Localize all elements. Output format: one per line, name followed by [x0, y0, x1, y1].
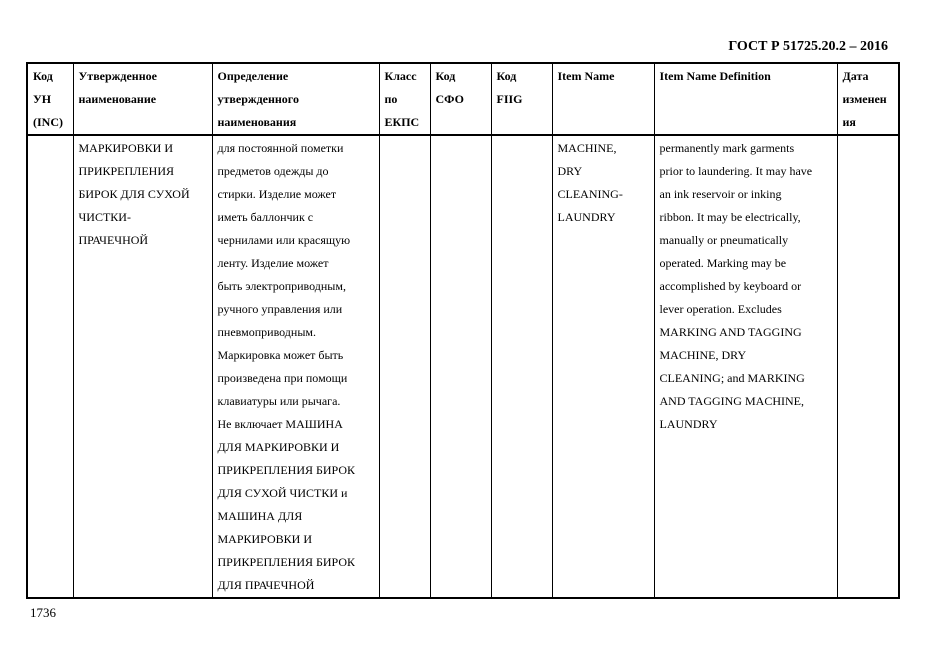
cell-line: ribbon. It may be electrically,	[659, 210, 801, 224]
cell-line: ЕКПС	[384, 115, 420, 129]
cell-line: DRY	[557, 164, 583, 178]
cell-item-name	[552, 135, 654, 598]
cell-line: permanently mark garments	[659, 141, 795, 155]
header-item-name-definition	[654, 63, 837, 135]
cell-line: для постоянной пометки	[217, 141, 344, 155]
cell-item-name-definition	[654, 135, 837, 598]
cell-line: Класс	[384, 69, 417, 83]
cell-line: Код	[33, 69, 53, 83]
cell-line: ДЛЯ МАРКИРОВКИ И	[217, 440, 340, 454]
cell-line: Не включает МАШИНА	[217, 417, 343, 431]
cell-ekps-class	[379, 135, 430, 598]
cell-line: Утвержденное	[78, 69, 157, 83]
cell-line: стирки. Изделие может	[217, 187, 337, 201]
cell-line: МАРКИРОВКИ И	[78, 141, 174, 155]
document-standard-header: ГОСТ Р 51725.20.2 – 2016	[728, 39, 888, 54]
cell-line: иметь баллончик с	[217, 210, 314, 224]
cell-change-date	[837, 135, 899, 598]
cell-line: MARKING AND TAGGING	[659, 325, 802, 339]
header-item-name	[552, 63, 654, 135]
cell-line: (INC)	[33, 115, 63, 129]
cell-line: Код	[435, 69, 456, 83]
cell-line: утвержденного	[217, 92, 299, 106]
cell-line: Дата	[842, 69, 869, 83]
cell-line: ленту. Изделие может	[217, 256, 329, 270]
nomenclature-table	[26, 62, 900, 599]
cell-line: lever operation. Excludes	[659, 302, 782, 316]
cell-line: пневмоприводным.	[217, 325, 316, 339]
cell-line: CLEANING-	[557, 187, 623, 201]
cell-line: operated. Marking may be	[659, 256, 787, 270]
cell-line: LAUNDRY	[557, 210, 616, 224]
cell-line: СФО	[435, 92, 464, 106]
cell-line: prior to laundering. It may have	[659, 164, 813, 178]
cell-line: МАШИНА ДЛЯ	[217, 509, 303, 523]
cell-line: MACHINE,	[557, 141, 617, 155]
cell-line: an ink reservoir or inking	[659, 187, 782, 201]
header-approved-name	[73, 63, 212, 135]
table-header-row	[27, 63, 899, 135]
header-ekps-class	[379, 63, 430, 135]
cell-line: клавиатуры или рычага.	[217, 394, 341, 408]
cell-line: MACHINE, DRY	[659, 348, 747, 362]
header-definition	[212, 63, 379, 135]
cell-line: ПРИКРЕПЛЕНИЯ БИРОК	[217, 555, 356, 569]
cell-line: МАРКИРОВКИ И	[217, 532, 313, 546]
table-row	[27, 135, 899, 598]
cell-line: Item Name	[557, 69, 615, 83]
cell-line: accomplished by keyboard or	[659, 279, 802, 293]
cell-approved-name	[73, 135, 212, 598]
cell-line: ия	[842, 115, 856, 129]
cell-line: БИРОК ДЛЯ СУХОЙ	[78, 187, 190, 201]
cell-line: Код	[496, 69, 517, 83]
header-inc	[27, 63, 73, 135]
cell-line: наименования	[217, 115, 297, 129]
cell-line: ДЛЯ ПРАЧЕЧНОЙ	[217, 578, 315, 592]
cell-line: CLEANING; and MARKING	[659, 371, 805, 385]
cell-line: ДЛЯ СУХОЙ ЧИСТКИ и	[217, 486, 348, 500]
cell-definition	[212, 135, 379, 598]
header-sfo-code	[430, 63, 491, 135]
cell-line: Определение	[217, 69, 289, 83]
cell-sfo-code	[430, 135, 491, 598]
cell-line: УН	[33, 92, 52, 106]
cell-line: по	[384, 92, 398, 106]
cell-line: изменен	[842, 92, 887, 106]
cell-line: ЧИСТКИ-	[78, 210, 131, 224]
cell-fiig-code	[491, 135, 552, 598]
cell-line: наименование	[78, 92, 157, 106]
cell-line: manually or pneumatically	[659, 233, 789, 247]
cell-line: предметов одежды до	[217, 164, 329, 178]
cell-line: FIIG	[496, 92, 523, 106]
header-fiig-code	[491, 63, 552, 135]
cell-line: ПРИКРЕПЛЕНИЯ	[78, 164, 174, 178]
cell-line: ПРАЧЕЧНОЙ	[78, 233, 149, 247]
header-change-date	[837, 63, 899, 135]
cell-line: ПРИКРЕПЛЕНИЯ БИРОК	[217, 463, 356, 477]
cell-inc	[27, 135, 73, 598]
cell-line: AND TAGGING MACHINE,	[659, 394, 804, 408]
cell-line: произведена при помощи	[217, 371, 348, 385]
cell-line: быть электроприводным,	[217, 279, 346, 293]
cell-line: ручного управления или	[217, 302, 343, 316]
page-number: 1736	[30, 605, 56, 620]
cell-line: LAUNDRY	[659, 417, 718, 431]
cell-line: Item Name Definition	[659, 69, 771, 83]
cell-line: чернилами или красящую	[217, 233, 351, 247]
cell-line: Маркировка может быть	[217, 348, 344, 362]
